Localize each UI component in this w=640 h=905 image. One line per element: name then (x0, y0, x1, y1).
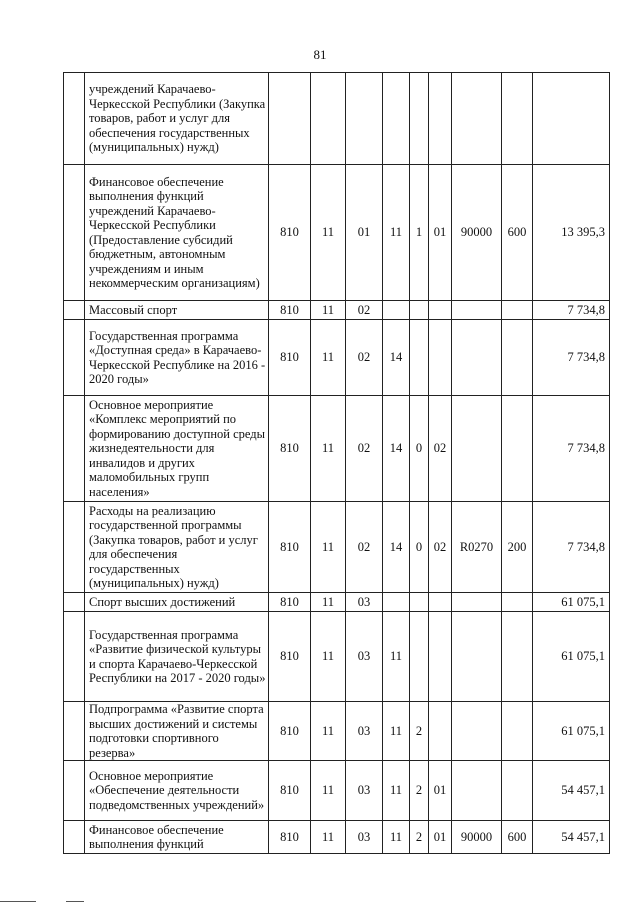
row-name: Основное мероприятие «Комплекс мероприятий по формированию доступной среды жизнедеятельности для инвалидов и других маломобильных групп населения» (85, 396, 269, 502)
table-row (64, 761, 610, 821)
page-number: 81 (313, 47, 327, 62)
direction-code (452, 396, 502, 502)
direction-code (452, 702, 502, 761)
section-code: 11 (311, 502, 346, 593)
row-name: Государственная программа «Развитие физической культуры и спорта Карачаево-Черкесской Республики на 2017 - 2020 годы» (85, 612, 269, 702)
program-code (383, 73, 410, 165)
direction-code: R0270 (452, 502, 502, 593)
table-row (64, 73, 610, 165)
amount: 13 395,3 (533, 165, 610, 301)
subsection-code: 03 (346, 821, 383, 854)
row-name: Массовый спорт (85, 301, 269, 320)
subprogram-code (410, 593, 429, 612)
amount: 7 734,8 (533, 301, 610, 320)
event-code (429, 73, 452, 165)
expense-type-code (502, 73, 533, 165)
ministry-code: 810 (269, 502, 311, 593)
scan-mark (0, 901, 36, 902)
direction-code (452, 593, 502, 612)
scan-mark (66, 901, 84, 902)
subprogram-code (410, 73, 429, 165)
subsection-code: 02 (346, 301, 383, 320)
section-code (311, 73, 346, 165)
subsection-code: 03 (346, 593, 383, 612)
table-row (64, 301, 610, 320)
section-code: 11 (311, 702, 346, 761)
subsection-code: 03 (346, 612, 383, 702)
program-code (383, 301, 410, 320)
row-name: Основное мероприятие «Обеспечение деятельности подведомственных учреждений» (85, 761, 269, 821)
program-code (383, 593, 410, 612)
event-code (429, 593, 452, 612)
ministry-code: 810 (269, 702, 311, 761)
table-row (64, 502, 610, 593)
subsection-code: 01 (346, 165, 383, 301)
subsection-code: 03 (346, 761, 383, 821)
empty-cell (64, 702, 85, 761)
subprogram-code: 2 (410, 821, 429, 854)
amount: 7 734,8 (533, 502, 610, 593)
subprogram-code: 0 (410, 502, 429, 593)
section-code: 11 (311, 301, 346, 320)
ministry-code (269, 73, 311, 165)
subprogram-code: 2 (410, 761, 429, 821)
event-code (429, 702, 452, 761)
section-code: 11 (311, 593, 346, 612)
expense-type-code (502, 761, 533, 821)
budget-table (63, 72, 610, 854)
event-code: 01 (429, 821, 452, 854)
subprogram-code: 1 (410, 165, 429, 301)
table-row (64, 821, 610, 854)
expense-type-code (502, 702, 533, 761)
ministry-code: 810 (269, 821, 311, 854)
empty-cell (64, 761, 85, 821)
row-name: Подпрограмма «Развитие спорта высших достижений и системы подготовки спортивного резерва» (85, 702, 269, 761)
amount: 61 075,1 (533, 702, 610, 761)
subprogram-code (410, 301, 429, 320)
ministry-code: 810 (269, 301, 311, 320)
amount: 54 457,1 (533, 761, 610, 821)
row-name: Спорт высших достижений (85, 593, 269, 612)
ministry-code: 810 (269, 320, 311, 396)
empty-cell (64, 593, 85, 612)
program-code: 11 (383, 761, 410, 821)
subsection-code: 03 (346, 702, 383, 761)
empty-cell (64, 165, 85, 301)
row-name: Финансовое обеспечение выполнения функций учреждений Карачаево-Черкесской Республики (Предоставление субсидий бюджетным, автономным учреждениям и иным некоммерческим организациям) (85, 165, 269, 301)
event-code: 01 (429, 165, 452, 301)
subprogram-code (410, 320, 429, 396)
amount (533, 73, 610, 165)
expense-type-code: 200 (502, 502, 533, 593)
program-code: 14 (383, 502, 410, 593)
event-code: 02 (429, 396, 452, 502)
section-code: 11 (311, 612, 346, 702)
empty-cell (64, 396, 85, 502)
table-row (64, 396, 610, 502)
empty-cell (64, 320, 85, 396)
direction-code (452, 73, 502, 165)
expense-type-code (502, 593, 533, 612)
amount: 54 457,1 (533, 821, 610, 854)
subprogram-code: 0 (410, 396, 429, 502)
ministry-code: 810 (269, 612, 311, 702)
subprogram-code (410, 612, 429, 702)
table-row (64, 612, 610, 702)
event-code (429, 320, 452, 396)
amount: 7 734,8 (533, 396, 610, 502)
amount: 61 075,1 (533, 612, 610, 702)
expense-type-code (502, 612, 533, 702)
subsection-code: 02 (346, 502, 383, 593)
section-code: 11 (311, 396, 346, 502)
amount: 61 075,1 (533, 593, 610, 612)
direction-code (452, 301, 502, 320)
program-code: 11 (383, 821, 410, 854)
expense-type-code: 600 (502, 165, 533, 301)
empty-cell (64, 301, 85, 320)
subsection-code: 02 (346, 320, 383, 396)
empty-cell (64, 502, 85, 593)
ministry-code: 810 (269, 761, 311, 821)
amount: 7 734,8 (533, 320, 610, 396)
event-code: 02 (429, 502, 452, 593)
direction-code: 90000 (452, 821, 502, 854)
table-row (64, 702, 610, 761)
section-code: 11 (311, 761, 346, 821)
row-name: Расходы на реализацию государственной программы (Закупка товаров, работ и услуг для обеспечения государственных (муниципальных) нужд) (85, 502, 269, 593)
event-code (429, 301, 452, 320)
program-code: 11 (383, 612, 410, 702)
direction-code (452, 612, 502, 702)
expense-type-code: 600 (502, 821, 533, 854)
table-row (64, 320, 610, 396)
ministry-code: 810 (269, 165, 311, 301)
row-name: Финансовое обеспечение выполнения функций (85, 821, 269, 854)
program-code: 14 (383, 320, 410, 396)
empty-cell (64, 821, 85, 854)
empty-cell (64, 612, 85, 702)
program-code: 11 (383, 165, 410, 301)
subsection-code (346, 73, 383, 165)
ministry-code: 810 (269, 593, 311, 612)
row-name: учреждений Карачаево-Черкесской Республики (Закупка товаров, работ и услуг для обеспечения государственных (муниципальных) нужд) (85, 73, 269, 165)
section-code: 11 (311, 821, 346, 854)
table-row (64, 165, 610, 301)
ministry-code: 810 (269, 396, 311, 502)
event-code (429, 612, 452, 702)
subsection-code: 02 (346, 396, 383, 502)
direction-code (452, 320, 502, 396)
empty-cell (64, 73, 85, 165)
event-code: 01 (429, 761, 452, 821)
subprogram-code: 2 (410, 702, 429, 761)
row-name: Государственная программа «Доступная среда» в Карачаево-Черкесской Республике на 2016 - 2020 годы» (85, 320, 269, 396)
program-code: 11 (383, 702, 410, 761)
table-row (64, 593, 610, 612)
section-code: 11 (311, 165, 346, 301)
expense-type-code (502, 320, 533, 396)
program-code: 14 (383, 396, 410, 502)
direction-code: 90000 (452, 165, 502, 301)
section-code: 11 (311, 320, 346, 396)
expense-type-code (502, 301, 533, 320)
direction-code (452, 761, 502, 821)
expense-type-code (502, 396, 533, 502)
